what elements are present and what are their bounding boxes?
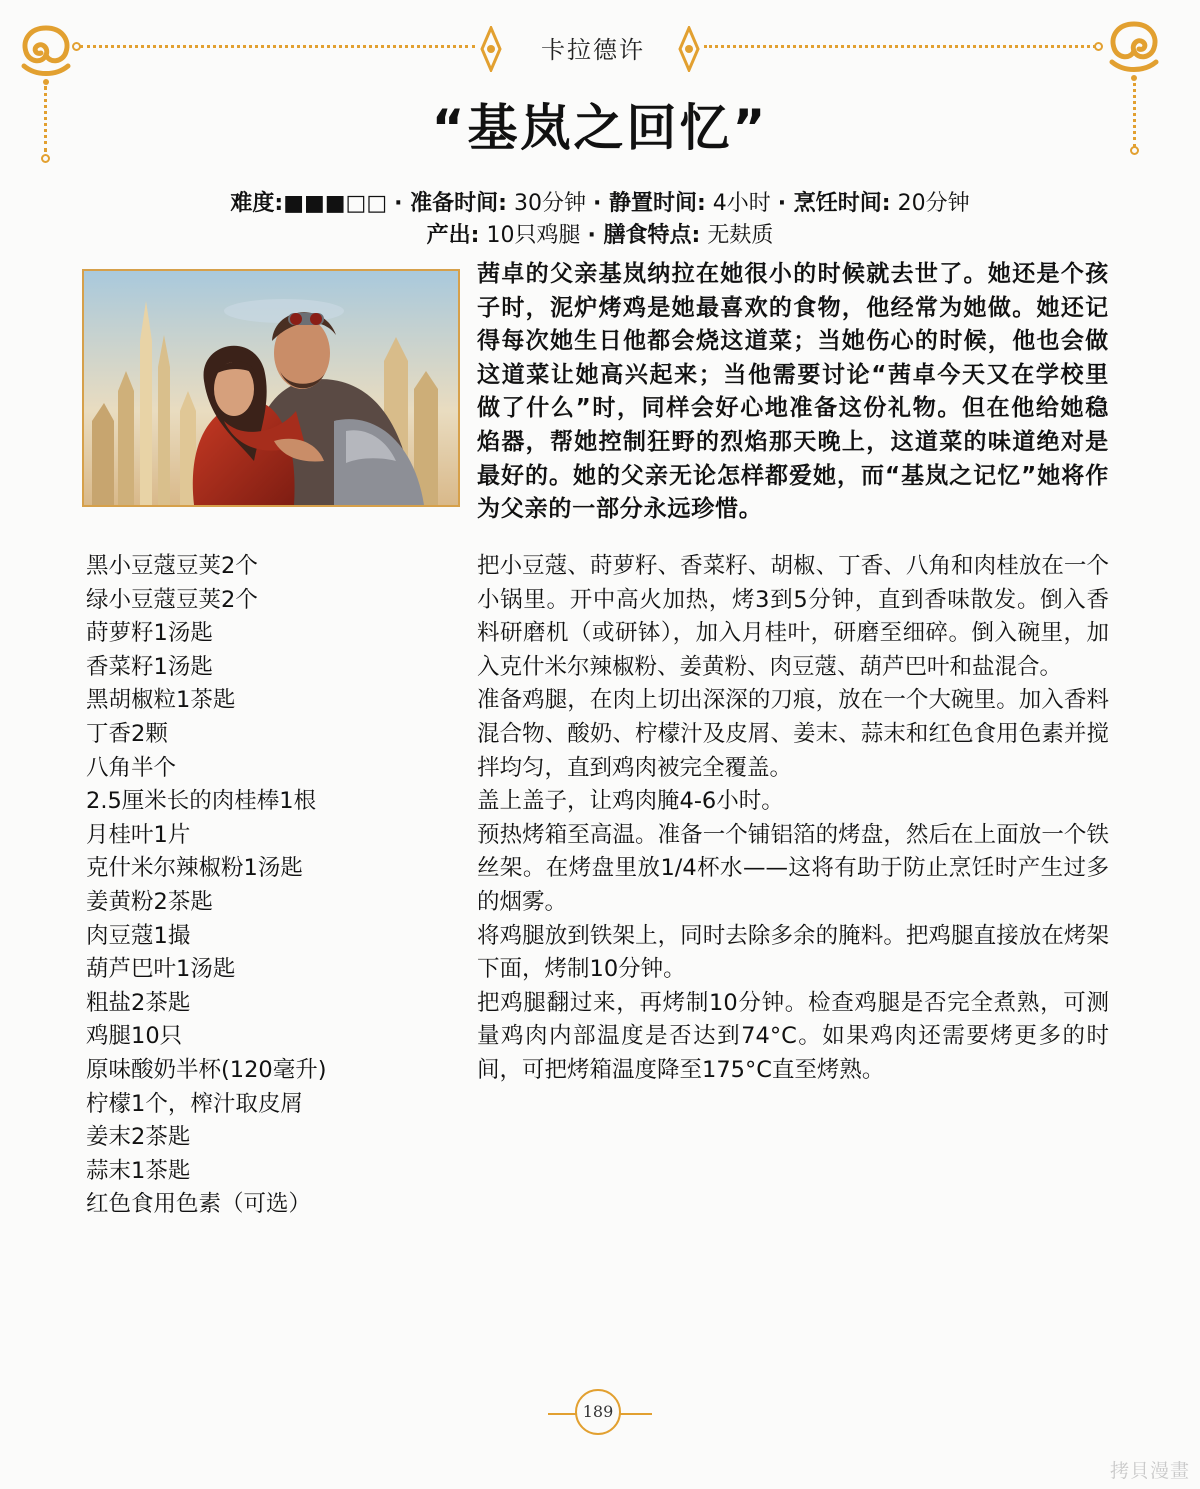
list-item: 克什米尔辣椒粉1汤匙 [86,855,303,882]
watermark: 拷貝漫畫 [1109,1460,1190,1482]
list-item: 葫芦巴叶1汤匙 [86,956,236,983]
list-item: 八角半个 [86,754,177,781]
difficulty-value: ■■■□□ [283,191,388,216]
cook-label: · 烹饪时间: [777,191,891,216]
list-item: 香菜籽1汤匙 [86,653,213,680]
prep-label: · 准备时间: [394,191,507,216]
step-paragraph: 把小豆蔻、莳萝籽、香菜籽、胡椒、丁香、八角和肉桂放在一个小锅里。开中高火加热，烤3到5分钟，直到香味散发。倒入香料研磨机（或研钵），加入月桂叶，研磨至细碎。倒入碗里，加入克什米尔辣椒粉、姜黄粉、肉豆蔻、葫芦巴叶和盐混合。 [477,553,1109,680]
story-paragraph: 茜卓的父亲基岚纳拉在她很小的时候就去世了。她还是个孩子时，泥炉烤鸡是她最喜欢的食物，他经常为她做。她还记得每次她生日他都会烧这道菜；当她伤心的时候，他也会做这道菜让她高兴起来；当他需要讨论“茜卓今天又在学校里做了什么”时，同样会好心地准备这份礼物。但在他给她稳焰器，帮她控制狂野的烈焰那天晚上，这道菜的味道绝对是最好的。她的父亲无论怎样都爱她，而“基岚之记忆”她将作为父亲的一部分永远珍惜。 [477,261,1109,523]
rest-value: 4小时 [712,191,771,216]
step-paragraph: 将鸡腿放到铁架上，同时去除多余的腌料。把鸡腿直接放在烤架下面，烤制10分钟。 [477,922,1109,983]
step-paragraph: 盖上盖子，让鸡肉腌4-6小时。 [477,788,784,815]
list-item: 2.5厘米长的肉桂棒1根 [86,788,317,815]
yield-value: 10只鸡腿 [486,223,581,248]
step-paragraph: 预热烤箱至高温。准备一个铺铝箔的烤盘，然后在上面放一个铁丝架。在烤盘里放1/4杯水——这将有助于防止烹饪时产生过多的烟雾。 [477,821,1109,915]
ornament-horizontal-line [80,45,475,48]
list-item: 丁香2颗 [86,720,168,747]
ingredient-list [86,550,446,1222]
list-item: 蒜末1茶匙 [86,1157,191,1184]
recipe-meta-line-2 [0,218,1200,249]
cook-value: 20分钟 [897,191,970,216]
step-paragraph: 把鸡腿翻过来，再烤制10分钟。检查鸡腿是否完全煮熟，可测量鸡肉内部温度是否达到74°C。如果鸡肉还需要烤更多的时间，可把烤箱温度降至175°C直至烤熟。 [477,989,1109,1083]
list-item: 绿小豆蔻豆荚2个 [86,586,258,613]
page-number: 189 [575,1389,621,1435]
ornament-horizontal-line [704,45,1096,48]
difficulty-label: 难度: [230,191,284,216]
yield-label: 产出: [426,223,480,248]
scroll-ornament-icon [16,22,76,86]
step-paragraph: 准备鸡腿，在肉上切出深深的刀痕，放在一个大碗里。加入香料混合物、酸奶、柠檬汁及皮屑、姜末、蒜末和红色食用色素并搅拌均匀，直到鸡肉被完全覆盖。 [477,687,1109,781]
list-item: 原味酸奶半杯(120毫升) [86,1056,327,1083]
list-item: 柠檬1个，榨汁取皮屑 [86,1090,303,1117]
scroll-ornament-icon [1104,18,1164,82]
running-title: 卡拉德许 [541,36,645,64]
list-item: 黑胡椒粒1茶匙 [86,687,236,714]
prep-value: 30分钟 [513,191,586,216]
rest-label: · 静置时间: [592,191,706,216]
ornament-dot [1094,42,1103,51]
instruction-steps [477,550,1109,1088]
recipe-meta-line-1 [0,186,1200,217]
recipe-title: “基岚之回忆” [431,99,769,157]
list-item: 姜黄粉2茶匙 [86,888,213,915]
list-item: 粗盐2茶匙 [86,989,191,1016]
list-item: 黑小豆蔻豆荚2个 [86,553,258,579]
list-item: 肉豆蔻1撮 [86,922,191,949]
story-illustration [82,269,460,507]
list-item: 莳萝籽1汤匙 [86,620,213,647]
list-item: 姜末2茶匙 [86,1124,191,1151]
list-item: 红色食用色素（可选） [86,1191,312,1218]
list-item: 鸡腿10只 [86,1023,183,1050]
list-item: 月桂叶1片 [86,821,191,848]
diet-value: 无麸质 [707,223,774,248]
diet-label: · 膳食特点: [587,223,701,248]
